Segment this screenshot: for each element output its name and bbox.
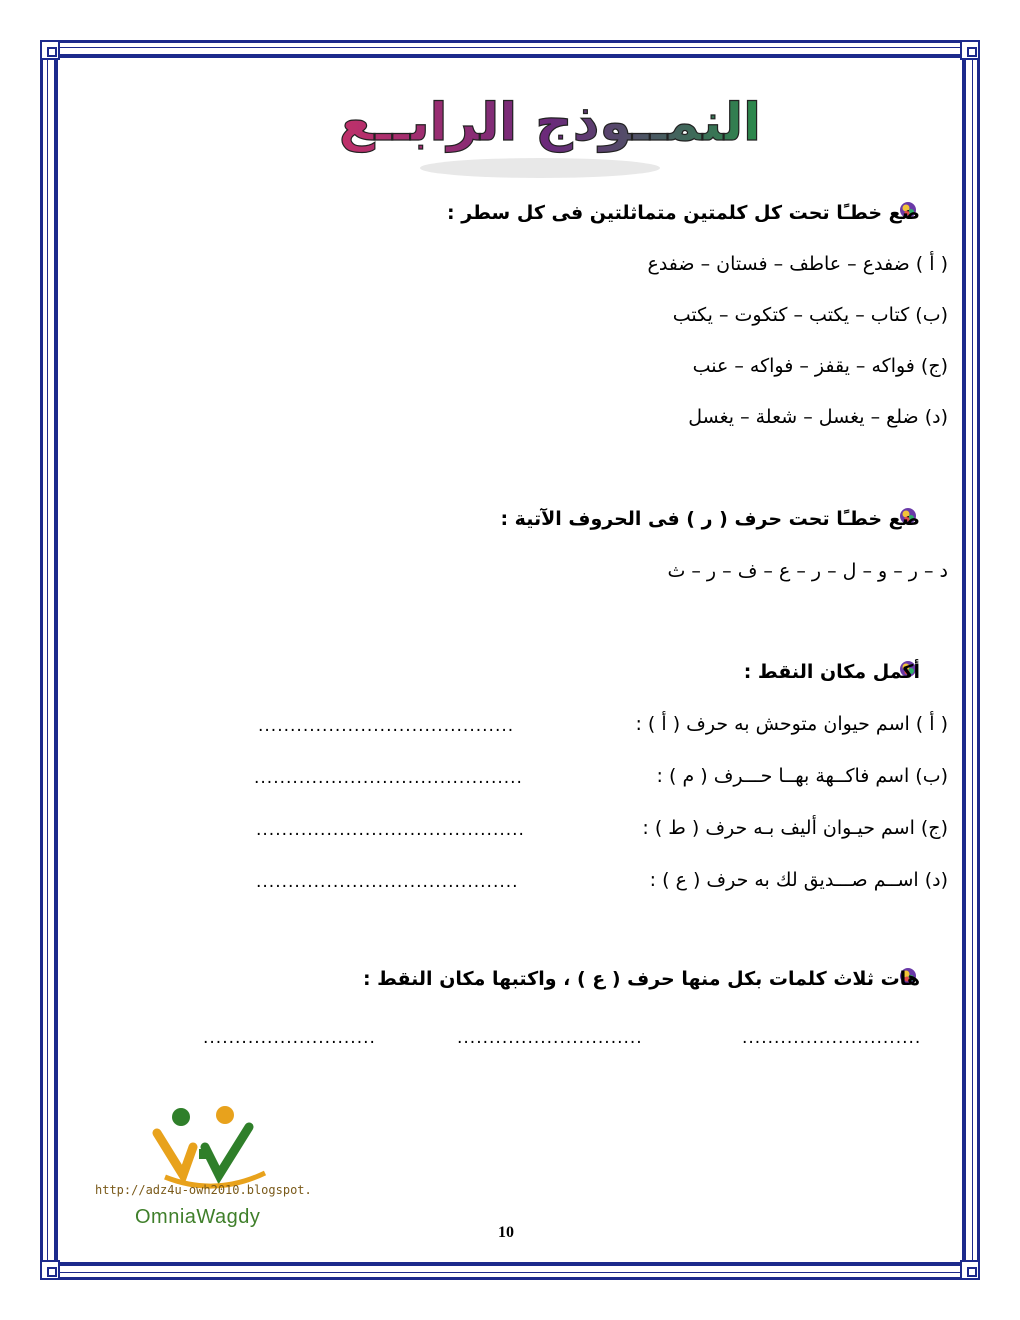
frame-corner-ornament: [40, 1260, 60, 1280]
fill-in-prompt: (ج) اسم حيـوان أليف بـه حرف ( ط ) :: [642, 817, 948, 839]
fill-in-prompt: (ب) اسم فاكــهة بهــا حـــرف ( م ) :: [656, 765, 948, 787]
page-frame-inner: [54, 54, 966, 1266]
page-number: 10: [498, 1224, 514, 1241]
frame-corner-ornament: [960, 40, 980, 60]
section-3-heading: أكمل مكان النقط :: [743, 661, 920, 683]
frame-corner-ornament: [960, 1260, 980, 1280]
list-item: (ج) فواكه – يقفز – فواكه – عنب: [692, 355, 948, 377]
page-title-art: [339, 68, 761, 193]
section-1-heading: ضع خطـًا تحت كل كلمتين متماثلتين فى كل سطر :: [447, 202, 920, 224]
list-item: (ب) كتاب – يكتب – كتكوت – يكتب: [672, 304, 948, 326]
section-2-heading: ضع خطـًا تحت حرف ( ر ) فى الحروف الآتية :: [500, 508, 920, 530]
page-title-text: النمــوذج الرابــع: [339, 93, 761, 153]
word-blank[interactable]: .............................: [457, 1028, 643, 1048]
word-blank[interactable]: ...........................: [203, 1028, 376, 1048]
fill-in-prompt: ( أ ) اسم حيوان متوحش به حرف ( أ ) :: [635, 713, 948, 735]
page-title: [339, 68, 761, 193]
word-blank[interactable]: ............................: [742, 1028, 922, 1048]
letters-row: د – ر – و – ل – ر – ع – ف – ر – ث: [667, 560, 948, 582]
fill-in-blank[interactable]: .........................................: [256, 872, 519, 892]
frame-corner-ornament: [40, 40, 60, 60]
fill-in-blank[interactable]: ........................................: [258, 716, 515, 736]
fill-in-blank[interactable]: ..........................................: [254, 768, 523, 788]
section-4-heading: هات ثلاث كلمات بكل منها حرف ( ع ) ، واكتبها مكان النقط :: [362, 968, 920, 990]
logo-name: OmniaWagdy: [135, 1206, 261, 1228]
fill-in-blank[interactable]: ..........................................: [256, 820, 525, 840]
logo-url: http://adz4u-owh2010.blogspot.: [95, 1183, 312, 1197]
fill-in-prompt: (د) اســم صـــديق لك به حرف ( ع ) :: [649, 869, 948, 891]
list-item: ( أ ) ضفدع – عاطف – فستان – ضفدع: [647, 253, 948, 275]
list-item: (د) ضلع – يغسل – شعلة – يغسل: [688, 406, 948, 428]
